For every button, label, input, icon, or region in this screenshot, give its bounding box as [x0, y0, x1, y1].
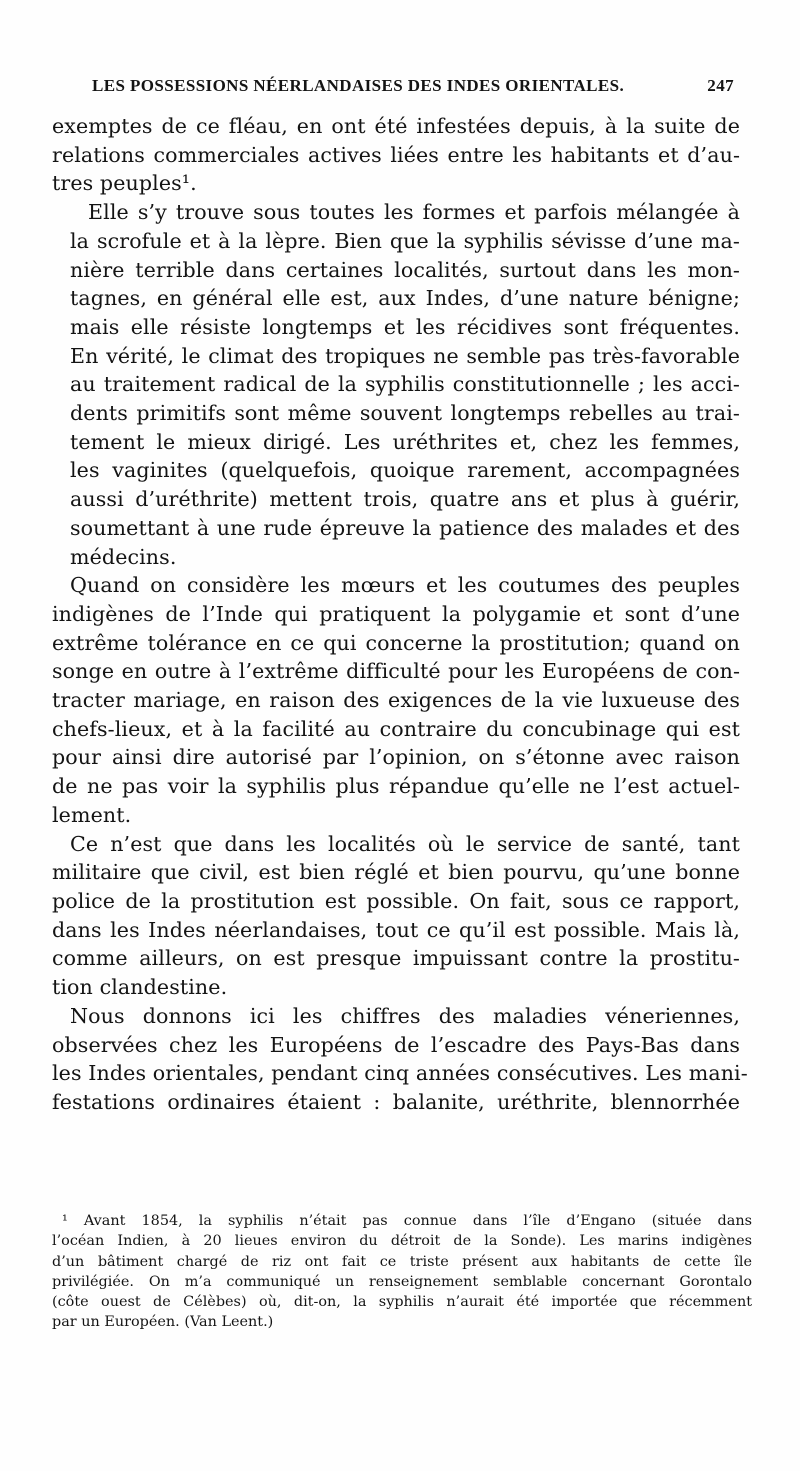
text-line: pour ainsi dire autorisé par l’opinion, on s’étonne avec raison [52, 745, 740, 770]
footnote-line: l’océan Indien, à 20 lieues environ du détroit de la Sonde). Les marins indigènes [52, 1233, 752, 1250]
text-line: observées chez les Européens de l’escadre des Pays-Bas dans [52, 1032, 740, 1057]
footnotes [52, 1211, 752, 1333]
text-line: exemptes de ce fléau, en ont été infestées depuis, à la suite de [52, 114, 740, 138]
text-line: chefs-lieux, et à la facilité au contraire du concubinage qui est [52, 716, 740, 741]
running-title: LES POSSESSIONS NÉERLANDAISES DES INDES ORIENTALES. [92, 76, 625, 95]
text-line: Quand on considère les mœurs et les coutumes des peuples [70, 573, 740, 598]
paragraph [52, 1002, 748, 1117]
text-line: songe en outre à l’extrême difficulté pour les Européens de con- [52, 659, 740, 684]
paragraph [52, 198, 740, 571]
text-line: au traitement radical de la syphilis constitutionnelle ; les acci- [70, 372, 740, 397]
text-line: Elle s’y trouve sous toutes les formes et parfois mélangée à [88, 200, 740, 225]
page-number: 247 [707, 76, 734, 95]
text-line: indigènes de l’Inde qui pratiquent la polygamie et sont d’une [52, 601, 740, 626]
text-line: de ne pas voir la syphilis plus répandue qu’elle ne l’est actuel- [52, 774, 740, 799]
footnote-line: par un Européen. (Van Leent.) [52, 1314, 274, 1331]
text-line: les Indes orientales, pendant cinq années consécutives. Les mani- [52, 1061, 748, 1086]
paragraph [52, 571, 740, 829]
text-line: Ce n’est que dans les localités où le service de santé, tant [70, 831, 740, 856]
text-line: tres peuples¹. [52, 171, 197, 196]
text-line: tracter mariage, en raison des exigences de la vie luxueuse des [52, 688, 740, 713]
text-line: tion clandestine. [52, 975, 228, 1000]
text-line: médecins. [70, 544, 177, 569]
text-line: mais elle résiste longtemps et les récidives sont fréquentes. [70, 314, 740, 339]
text-line: tagnes, en général elle est, aux Indes, d’une nature bénigne; [70, 286, 740, 311]
text-line: tement le mieux dirigé. Les uréthrites et, chez les femmes, [70, 429, 740, 454]
text-line: comme ailleurs, on est presque impuissant contre la prostitu- [52, 946, 740, 971]
text-line: militaire que civil, est bien réglé et bien pourvu, qu’une bonne [52, 860, 740, 885]
text-line: les vaginites (quelquefois, quoique rarement, accompagnées [70, 458, 740, 483]
text-line: festations ordinaires étaient : balanite, uréthrite, blennorrhée [52, 1089, 740, 1114]
text-line: nière terrible dans certaines localités, surtout dans les mon- [70, 257, 740, 282]
footnote-line: (côte ouest de Célèbes) où, dit-on, la syphilis n’aurait été importée que récemment [52, 1294, 752, 1311]
text-line: Nous donnons ici les chiffres des maladies véneriennes, [70, 1003, 740, 1028]
running-header [92, 76, 734, 102]
footnote-line: privilégiée. On m’a communiqué un renseignement semblable concernant Gorontalo [52, 1273, 752, 1290]
text-line: la scrofule et à la lèpre. Bien que la syphilis sévisse d’une ma- [70, 228, 740, 253]
text-line: dans les Indes néerlandaises, tout ce qu’il est possible. Mais là, [52, 917, 740, 942]
paragraph [52, 112, 740, 198]
text-line: relations commerciales actives liées entre les habitants et d’au- [52, 142, 740, 167]
text-line: dents primitifs sont même souvent longtemps rebelles au trai- [70, 401, 740, 426]
body-text [52, 112, 748, 1117]
text-line: aussi d’uréthrite) mettent trois, quatre ans et plus à guérir, [70, 487, 740, 512]
footnote-line: d’un bâtiment chargé de riz ont fait ce triste présent aux habitants de cette île [52, 1253, 752, 1270]
footnote-line: ¹ Avant 1854, la syphilis n’était pas connue dans l’île d’Engano (située dans [62, 1213, 752, 1229]
text-line: extrême tolérance en ce qui concerne la prostitution; quand on [52, 630, 740, 655]
text-line: En vérité, le climat des tropiques ne semble pas très-favorable [70, 343, 740, 368]
text-line: soumettant à une rude épreuve la patience des malades et des [70, 515, 740, 540]
text-line: lement. [52, 802, 132, 827]
paragraph [52, 830, 740, 1002]
text-line: police de la prostitution est possible. On fait, sous ce rapport, [52, 888, 740, 913]
